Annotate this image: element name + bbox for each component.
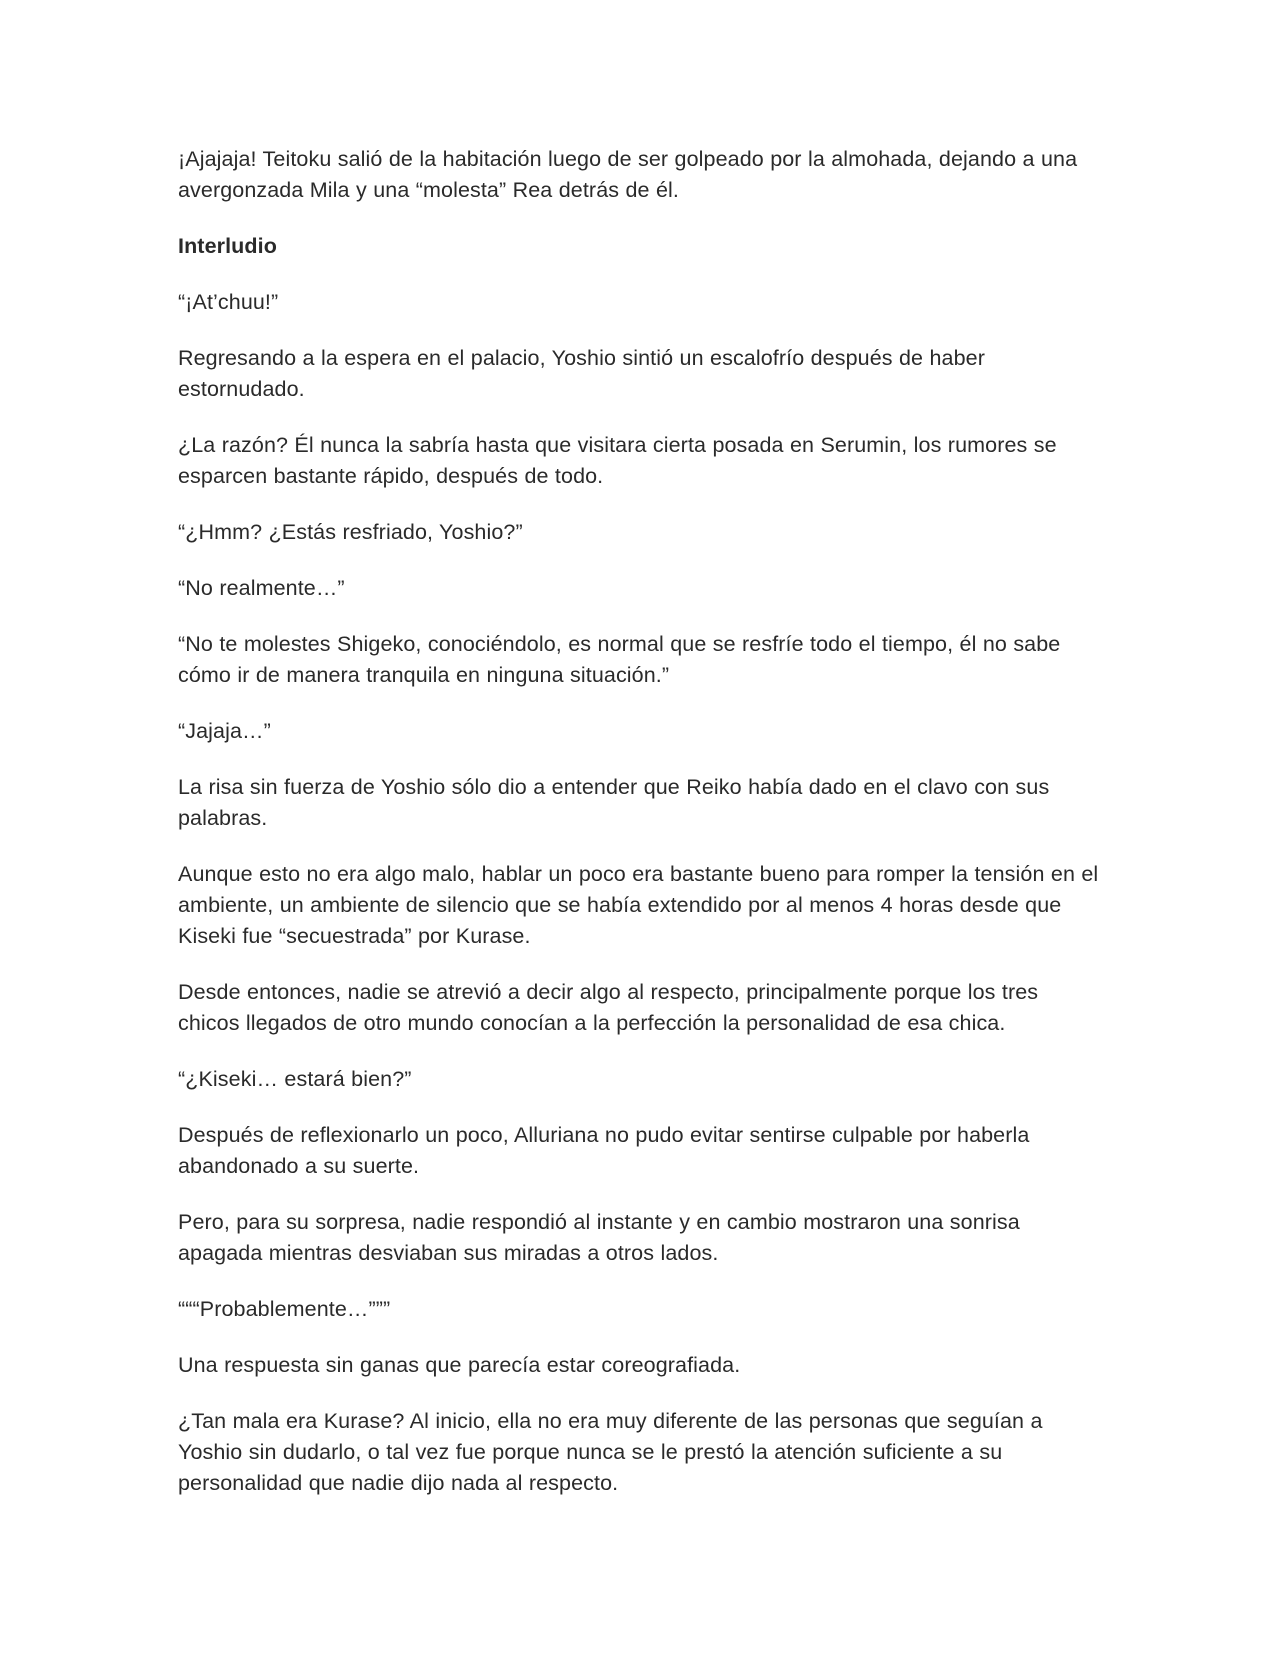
paragraph-12: Desde entonces, nadie se atrevió a decir algo al respecto, principalmente porque los tres chicos llegados de otro mundo conocían a la perfección la personalidad de esa chica. [178, 980, 1039, 1035]
paragraph-13: “¿Kiseki… estará bien?” [178, 1067, 412, 1091]
paragraph-18: ¿Tan mala era Kurase? Al inicio, ella no era muy diferente de las personas que seguían a Yoshio sin dudarlo, o tal vez fue porque nunca se le prestó la atención suficiente a su personalidad que nadie dijo nada al respecto. [178, 1409, 1043, 1495]
paragraph-7: “No realmente…” [178, 576, 345, 600]
paragraph-5: ¿La razón? Él nunca la sabría hasta que visitara cierta posada en Serumin, los rumores se esparcen bastante rápido, después de todo. [178, 433, 1057, 488]
paragraph-10: La risa sin fuerza de Yoshio sólo dio a entender que Reiko había dado en el clavo con sus palabras. [178, 775, 1050, 830]
paragraph-14: Después de reflexionarlo un poco, Alluriana no pudo evitar sentirse culpable por haberla abandonado a su suerte. [178, 1123, 1030, 1178]
section-heading: Interludio [178, 234, 277, 258]
paragraph-15: Pero, para su sorpresa, nadie respondió al instante y en cambio mostraron una sonrisa apagada mientras desviaban sus miradas a otros lados. [178, 1210, 1020, 1265]
paragraph-8: “No te molestes Shigeko, conociéndolo, es normal que se resfríe todo el tiempo, él no sabe cómo ir de manera tranquila en ninguna situación.” [178, 632, 1061, 687]
paragraph-4: Regresando a la espera en el palacio, Yoshio sintió un escalofrío después de haber estornudado. [178, 346, 985, 401]
paragraph-9: “Jajaja…” [178, 719, 271, 743]
document-body [178, 144, 1104, 1524]
paragraph-3: “¡At’chuu!” [178, 290, 279, 314]
paragraph-1: ¡Ajajaja! Teitoku salió de la habitación luego de ser golpeado por la almohada, dejando a una avergonzada Mila y una “molesta” Rea detrás de él. [178, 147, 1078, 202]
paragraph-16: “““Probablemente…””” [178, 1297, 391, 1321]
paragraph-6: “¿Hmm? ¿Estás resfriado, Yoshio?” [178, 520, 523, 544]
paragraph-11: Aunque esto no era algo malo, hablar un poco era bastante bueno para romper la tensión en el ambiente, un ambiente de silencio que se había extendido por al menos 4 horas desde que Kiseki fue “secuestrada” por Kurase. [178, 862, 1099, 948]
paragraph-17: Una respuesta sin ganas que parecía estar coreografiada. [178, 1353, 741, 1377]
